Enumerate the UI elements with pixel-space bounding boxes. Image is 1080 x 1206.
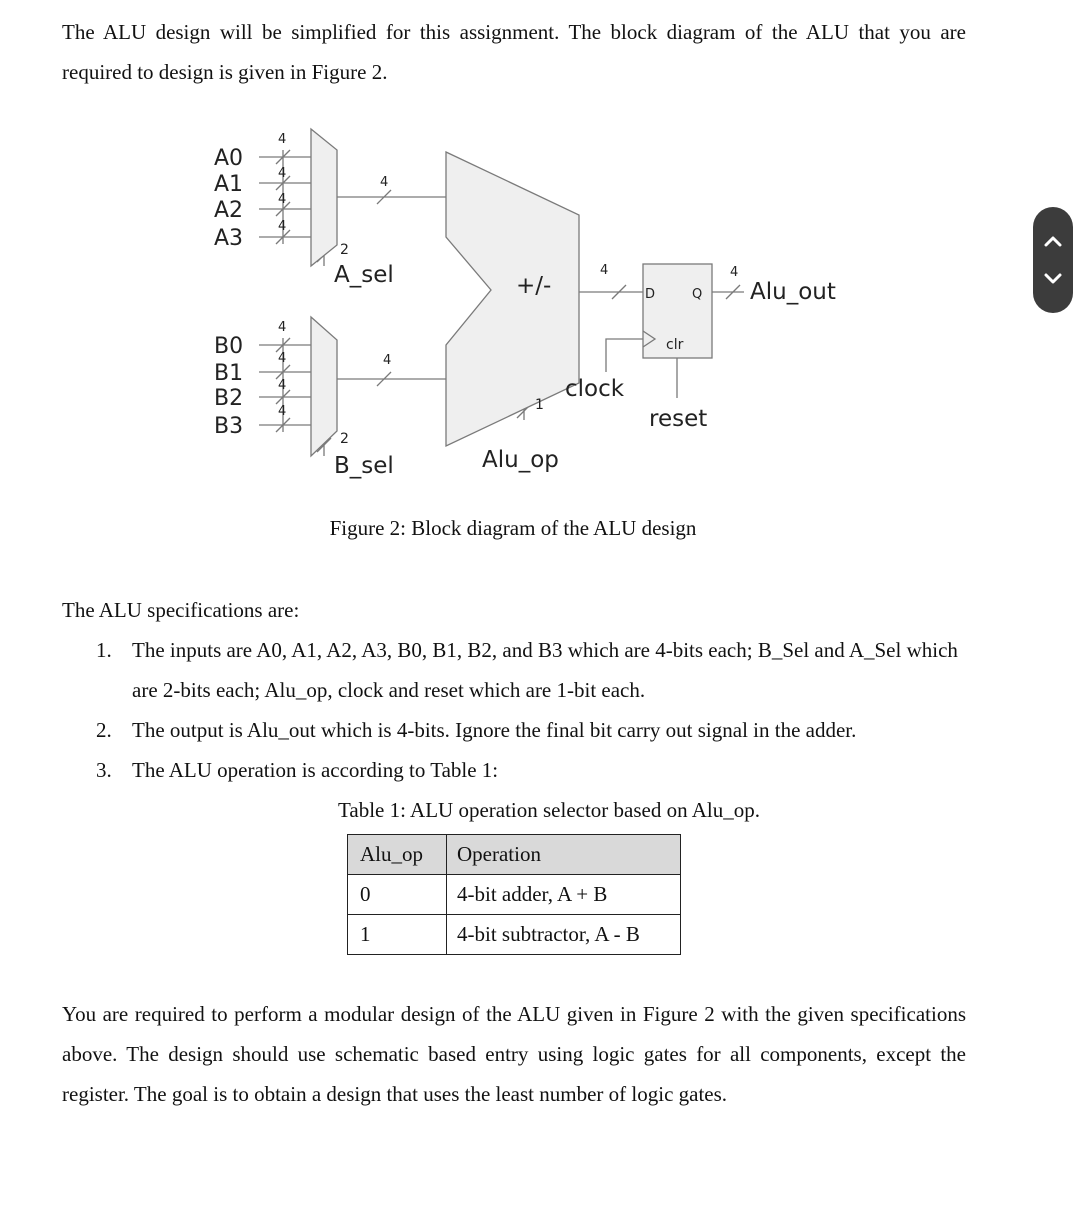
input-label-a3: A3 [214, 226, 244, 251]
chevron-up-icon [1033, 221, 1073, 261]
alu-block-diagram [0, 0, 1080, 500]
bus-width-label: 4 [278, 166, 287, 181]
table-header-cell: Alu_op [348, 835, 447, 875]
spec-list [96, 630, 968, 790]
bus-width-label: 4 [278, 351, 287, 366]
list-item-text: The output is Alu_out which is 4-bits. Ignore the final bit carry out signal in the adder. [132, 718, 857, 742]
register-clr-label: clr [666, 337, 684, 353]
table-cell: 4-bit adder, A + B [447, 875, 681, 915]
input-label-b1: B1 [214, 361, 244, 386]
input-label-a2: A2 [214, 198, 244, 223]
b-sel-label: B_sel [334, 453, 394, 479]
table-header-row [348, 835, 681, 875]
bus-width-label: 4 [278, 132, 287, 147]
list-item [96, 710, 968, 750]
bus-width-label: 4 [730, 265, 739, 280]
chevron-down-icon [1033, 259, 1073, 299]
bus-width-label: 4 [380, 175, 389, 190]
mux-b [311, 317, 337, 456]
table-header-cell: Operation [447, 835, 681, 875]
output-label: Alu_out [750, 279, 836, 305]
list-item-number: 3. [96, 758, 112, 782]
mux-a [311, 129, 337, 266]
figure-caption: Figure 2: Block diagram of the ALU design [329, 516, 697, 540]
table-cell: 4-bit subtractor, A - B [447, 915, 681, 955]
alu-block [446, 152, 579, 446]
intro-paragraph: The ALU design will be simplified for this assignment. The block diagram of the ALU that you are required to design is given in Figure 2. [62, 20, 966, 84]
register-q-label: Q [692, 287, 703, 302]
bus-width-label: 4 [278, 192, 287, 207]
bus-width-label: 4 [278, 404, 287, 419]
table-row [348, 915, 681, 955]
op-width-label: 1 [535, 397, 544, 413]
table-caption: Table 1: ALU operation selector based on Alu_op. [338, 798, 760, 822]
bus-width-label: 4 [600, 263, 609, 278]
page-scroll-control [1033, 207, 1073, 313]
table-row [348, 875, 681, 915]
spec-heading: The ALU specifications are: [62, 598, 300, 622]
list-item [96, 750, 968, 790]
a-sel-label: A_sel [334, 262, 394, 288]
sel-width-label: 2 [340, 431, 349, 447]
list-item-text: The inputs are A0, A1, A2, A3, B0, B1, B2, and B3 which are 4-bits each; B_Sel and A_Sel which are 2-bits each; Alu_op, clock and reset which are 1-bit each. [132, 638, 958, 702]
table-cell: 1 [348, 915, 447, 955]
alu-op-label: Alu_op [482, 447, 559, 473]
table-cell: 0 [348, 875, 447, 915]
bus-width-label: 4 [278, 320, 287, 335]
alu-operation-table [347, 834, 681, 955]
wire-clock [606, 339, 643, 372]
sel-width-label: 2 [340, 242, 349, 258]
reset-label: reset [649, 406, 708, 432]
closing-paragraph: You are required to perform a modular design of the ALU given in Figure 2 with the given specifications above. The design should use schematic based entry using logic gates for all components, except the register. The goal is to obtain a design that uses the least number of logic gates. [62, 1002, 966, 1106]
list-item [96, 630, 968, 710]
input-label-b0: B0 [214, 334, 244, 359]
bus-width-label: 4 [278, 378, 287, 393]
input-label-b2: B2 [214, 386, 244, 411]
list-item-number: 2. [96, 718, 112, 742]
input-label-a1: A1 [214, 172, 244, 197]
bus-width-label: 4 [383, 353, 392, 368]
register-d-label: D [645, 287, 656, 302]
scroll-down-button[interactable] [1033, 259, 1073, 299]
input-label-a0: A0 [214, 146, 244, 171]
list-item-text: The ALU operation is according to Table 1: [132, 758, 499, 782]
alu-symbol: +/- [516, 273, 552, 299]
input-label-b3: B3 [214, 414, 244, 439]
scroll-up-button[interactable] [1033, 221, 1073, 261]
bus-width-label: 4 [278, 219, 287, 234]
list-item-number: 1. [96, 638, 112, 662]
clock-label: clock [565, 376, 625, 402]
